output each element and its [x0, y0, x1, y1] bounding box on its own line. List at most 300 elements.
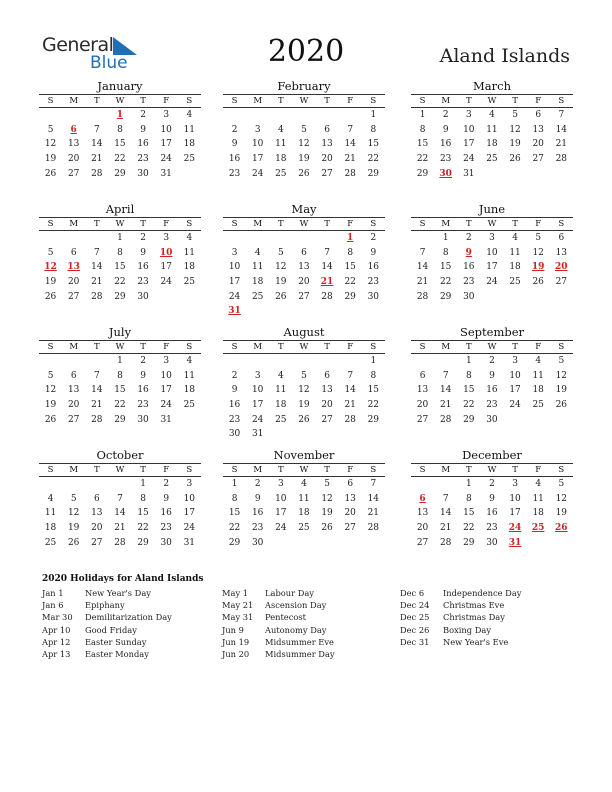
- holiday-name: New Year's Day: [85, 588, 151, 599]
- day-cell: 13: [298, 262, 310, 273]
- weekday-header: W: [487, 96, 497, 106]
- holiday-name: Christmas Day: [443, 612, 505, 623]
- day-cell: 20: [344, 508, 356, 519]
- month-september: [411, 324, 573, 427]
- day-cell: 28: [114, 537, 126, 548]
- weekday-header: T: [93, 465, 100, 475]
- week-row: [39, 383, 201, 398]
- weekday-header-row: [39, 463, 201, 477]
- day-cell: 5: [558, 356, 565, 367]
- holiday-date: Apr 12: [42, 636, 71, 647]
- weekday-header: S: [186, 219, 193, 229]
- weekday-header: T: [465, 342, 472, 352]
- day-cell: 27: [555, 277, 568, 288]
- holiday-name: Boxing Day: [443, 624, 492, 635]
- week-row: [411, 354, 573, 369]
- holiday-item: [42, 636, 172, 648]
- page-title-year: 2020: [267, 34, 345, 69]
- day-cell: 7: [442, 493, 449, 504]
- day-cell: 15: [344, 262, 356, 273]
- day-cell: 29: [367, 168, 380, 179]
- day-cell: 6: [347, 479, 354, 490]
- day-cell: 13: [416, 508, 429, 519]
- holiday-day-cell: 10: [159, 247, 173, 258]
- day-cell: 22: [228, 523, 241, 534]
- holiday-date: Jun 20: [222, 649, 250, 660]
- week-row: [223, 354, 385, 369]
- week-row: [39, 477, 201, 492]
- weekday-header: T: [324, 219, 330, 229]
- day-cell: 17: [160, 262, 172, 273]
- day-cell: 6: [324, 370, 330, 381]
- week-row: [411, 521, 573, 536]
- day-cell: 15: [439, 262, 452, 273]
- weekday-header: T: [465, 96, 472, 106]
- weekday-header: S: [231, 96, 238, 106]
- day-cell: 27: [416, 414, 429, 425]
- day-cell: 7: [558, 110, 565, 121]
- weekday-header: T: [512, 96, 518, 106]
- holiday-day-cell: 9: [465, 247, 472, 258]
- logo-general-text: General: [42, 34, 114, 56]
- weekday-header: F: [163, 96, 170, 106]
- day-cell: 18: [532, 385, 544, 396]
- holiday-date: Apr 10: [42, 624, 71, 635]
- day-cell: 13: [91, 508, 103, 519]
- day-cell: 16: [251, 508, 264, 519]
- day-cell: 4: [186, 110, 193, 121]
- day-cell: 6: [419, 370, 426, 381]
- day-cell: 24: [160, 277, 172, 288]
- day-cell: 5: [301, 124, 307, 135]
- day-cell: 26: [555, 400, 568, 411]
- day-cell: 18: [275, 400, 287, 411]
- day-cell: 30: [486, 414, 498, 425]
- page-header: [0, 0, 612, 80]
- week-row: [411, 492, 573, 507]
- weekday-header: S: [231, 465, 238, 475]
- month-november: [223, 447, 385, 550]
- day-cell: 2: [465, 233, 472, 244]
- day-cell: 23: [463, 277, 475, 288]
- day-cell: 11: [183, 247, 196, 258]
- holiday-date: May 21: [222, 600, 254, 611]
- day-cell: 11: [44, 508, 57, 519]
- holidays-title: 2020 Holidays for Aland Islands: [42, 574, 204, 584]
- day-cell: 7: [347, 124, 354, 135]
- day-cell: 18: [183, 385, 196, 396]
- day-cell: 18: [275, 154, 287, 165]
- day-cell: 26: [532, 277, 544, 288]
- month-april: [39, 201, 201, 304]
- day-cell: 24: [251, 168, 264, 179]
- weekday-header: T: [465, 465, 472, 475]
- holiday-name: New Year's Eve: [443, 636, 509, 647]
- day-cell: 4: [512, 233, 518, 244]
- day-cell: 15: [114, 262, 126, 273]
- day-cell: 11: [183, 370, 196, 381]
- day-cell: 30: [463, 291, 475, 302]
- day-cell: 5: [47, 124, 54, 135]
- day-cell: 2: [231, 124, 238, 135]
- day-cell: 10: [160, 124, 172, 135]
- day-cell: 9: [489, 493, 495, 504]
- month-name: May: [291, 202, 317, 216]
- weekday-header: T: [324, 465, 330, 475]
- month-name: February: [277, 79, 331, 93]
- week-row: [411, 398, 573, 413]
- month-name: September: [459, 325, 525, 339]
- week-row: [39, 369, 201, 384]
- holiday-item: [400, 624, 521, 636]
- holiday-date: Mar 30: [42, 612, 73, 623]
- day-cell: 12: [509, 124, 521, 135]
- weekday-header: W: [299, 219, 309, 229]
- week-row: [39, 246, 201, 261]
- day-cell: 24: [486, 277, 498, 288]
- week-row: [223, 412, 385, 427]
- day-cell: 29: [114, 291, 126, 302]
- weekday-header: T: [277, 465, 284, 475]
- day-cell: 3: [254, 370, 261, 381]
- day-cell: 21: [91, 400, 103, 411]
- week-row: [411, 275, 573, 290]
- weekday-header: M: [69, 96, 79, 106]
- day-cell: 27: [532, 154, 544, 165]
- day-cell: 14: [114, 508, 126, 519]
- day-cell: 19: [321, 508, 333, 519]
- holiday-name: Midsummer Day: [265, 649, 335, 660]
- day-cell: 7: [117, 493, 123, 504]
- day-cell: 16: [137, 385, 149, 396]
- day-cell: 27: [321, 168, 333, 179]
- day-cell: 25: [486, 154, 498, 165]
- day-cell: 11: [532, 370, 544, 381]
- day-cell: 14: [321, 262, 333, 273]
- country-name: Aland Islands: [439, 45, 570, 67]
- month-june: [411, 201, 573, 304]
- weekday-header: S: [370, 342, 377, 352]
- day-cell: 17: [275, 508, 287, 519]
- holiday-day-cell: 30: [439, 168, 452, 179]
- day-cell: 22: [367, 154, 380, 165]
- day-cell: 12: [275, 262, 287, 273]
- day-cell: 23: [228, 414, 241, 425]
- weekday-header-row: [223, 340, 385, 354]
- holiday-name: Midsummer Eve: [265, 636, 334, 647]
- day-cell: 22: [114, 154, 126, 165]
- day-cell: 8: [117, 370, 123, 381]
- day-cell: 7: [442, 370, 449, 381]
- holiday-name: Independence Day: [443, 588, 522, 599]
- day-cell: 24: [275, 523, 287, 534]
- holiday-date: Dec 6: [400, 588, 425, 599]
- holiday-name: Epiphany: [85, 600, 125, 611]
- day-cell: 28: [344, 414, 356, 425]
- weekday-header: T: [512, 219, 518, 229]
- day-cell: 2: [163, 479, 170, 490]
- weekday-header: S: [558, 96, 565, 106]
- week-row: [411, 383, 573, 398]
- weekday-header: T: [512, 465, 518, 475]
- day-cell: 29: [439, 291, 452, 302]
- holiday-date: May 31: [222, 612, 254, 623]
- day-cell: 27: [67, 414, 80, 425]
- day-cell: 15: [114, 139, 126, 150]
- weekday-header: S: [558, 342, 565, 352]
- day-cell: 13: [555, 247, 568, 258]
- holiday-item: [222, 611, 335, 623]
- day-cell: 28: [367, 523, 380, 534]
- day-cell: 25: [183, 277, 196, 288]
- weekday-header: T: [93, 96, 100, 106]
- day-cell: 25: [275, 414, 287, 425]
- day-cell: 1: [442, 233, 449, 244]
- day-cell: 29: [367, 414, 380, 425]
- day-cell: 28: [91, 168, 103, 179]
- day-cell: 12: [67, 508, 80, 519]
- week-row: [39, 354, 201, 369]
- holiday-date: Apr 13: [42, 649, 71, 660]
- day-cell: 16: [228, 154, 241, 165]
- weekday-header: S: [186, 465, 193, 475]
- day-cell: 4: [186, 356, 193, 367]
- day-cell: 9: [140, 370, 146, 381]
- day-cell: 18: [532, 508, 544, 519]
- day-cell: 24: [228, 291, 241, 302]
- day-cell: 17: [228, 277, 241, 288]
- day-cell: 30: [160, 537, 172, 548]
- holiday-day-cell: 1: [347, 233, 354, 244]
- week-row: [223, 521, 385, 536]
- week-row: [223, 492, 385, 507]
- weekday-header-row: [223, 463, 385, 477]
- day-cell: 20: [91, 523, 103, 534]
- day-cell: 5: [535, 233, 542, 244]
- week-row: [411, 412, 573, 427]
- weekday-header: M: [441, 342, 451, 352]
- week-row: [411, 289, 573, 304]
- day-cell: 28: [91, 414, 103, 425]
- day-cell: 14: [439, 508, 452, 519]
- holidays-column: [42, 587, 172, 660]
- weekday-header: T: [324, 342, 330, 352]
- day-cell: 4: [277, 370, 284, 381]
- weekday-header-row: [39, 340, 201, 354]
- holiday-item: [42, 611, 172, 623]
- day-cell: 26: [44, 414, 57, 425]
- day-cell: 16: [439, 139, 452, 150]
- day-cell: 2: [489, 356, 495, 367]
- week-row: [223, 123, 385, 138]
- month-name: July: [108, 325, 132, 339]
- day-cell: 26: [298, 414, 310, 425]
- holiday-item: [400, 599, 521, 611]
- day-cell: 7: [93, 370, 100, 381]
- week-row: [411, 260, 573, 275]
- day-cell: 25: [183, 400, 196, 411]
- day-cell: 23: [486, 400, 498, 411]
- weekday-header: M: [441, 219, 451, 229]
- day-cell: 28: [416, 291, 429, 302]
- day-cell: 15: [463, 385, 475, 396]
- day-cell: 10: [509, 370, 521, 381]
- day-cell: 19: [555, 508, 568, 519]
- weekday-header: F: [347, 342, 354, 352]
- week-row: [223, 108, 385, 123]
- day-cell: 22: [416, 154, 429, 165]
- day-cell: 6: [535, 110, 542, 121]
- day-cell: 1: [370, 110, 377, 121]
- day-cell: 15: [463, 508, 475, 519]
- day-cell: 25: [183, 154, 196, 165]
- day-cell: 30: [137, 414, 149, 425]
- day-cell: 2: [140, 356, 146, 367]
- weekday-header: M: [69, 219, 79, 229]
- day-cell: 22: [114, 400, 126, 411]
- day-cell: 9: [442, 124, 449, 135]
- month-july: [39, 324, 201, 427]
- day-cell: 16: [160, 508, 172, 519]
- holiday-date: Jun 9: [222, 624, 244, 635]
- day-cell: 11: [532, 493, 544, 504]
- holiday-date: Jun 19: [222, 636, 250, 647]
- weekday-header: F: [535, 342, 542, 352]
- day-cell: 14: [439, 385, 452, 396]
- day-cell: 31: [251, 429, 264, 440]
- day-cell: 23: [228, 168, 241, 179]
- weekday-header-row: [223, 94, 385, 108]
- week-row: [39, 398, 201, 413]
- day-cell: 12: [44, 385, 57, 396]
- holiday-name: Autonomy Day: [265, 624, 327, 635]
- weekday-header: S: [419, 342, 426, 352]
- weekday-header: F: [535, 219, 542, 229]
- day-cell: 25: [251, 291, 264, 302]
- day-cell: 14: [91, 139, 103, 150]
- weekday-header: T: [93, 342, 100, 352]
- week-row: [39, 275, 201, 290]
- weekday-header-row: [411, 463, 573, 477]
- day-cell: 2: [254, 479, 261, 490]
- day-cell: 24: [160, 154, 172, 165]
- day-cell: 20: [416, 523, 429, 534]
- day-cell: 17: [183, 508, 196, 519]
- day-cell: 16: [486, 508, 498, 519]
- day-cell: 20: [321, 400, 333, 411]
- week-row: [39, 492, 201, 507]
- day-cell: 21: [91, 154, 103, 165]
- day-cell: 28: [439, 537, 452, 548]
- week-row: [223, 275, 385, 290]
- day-cell: 1: [465, 356, 472, 367]
- day-cell: 8: [370, 370, 377, 381]
- week-row: [223, 152, 385, 167]
- week-row: [411, 152, 573, 167]
- day-cell: 7: [324, 247, 330, 258]
- day-cell: 7: [370, 479, 377, 490]
- weekday-header: T: [277, 96, 284, 106]
- holiday-date: Jan 6: [42, 600, 64, 611]
- week-row: [223, 289, 385, 304]
- day-cell: 8: [231, 493, 238, 504]
- day-cell: 14: [555, 124, 568, 135]
- holiday-item: [42, 587, 172, 599]
- weekday-header: M: [253, 96, 263, 106]
- day-cell: 16: [463, 262, 475, 273]
- holidays-list: [42, 574, 582, 660]
- holiday-date: Jan 1: [42, 588, 64, 599]
- day-cell: 12: [298, 385, 310, 396]
- weekday-header: S: [231, 219, 238, 229]
- day-cell: 19: [44, 277, 57, 288]
- day-cell: 20: [321, 154, 333, 165]
- day-cell: 19: [298, 154, 310, 165]
- day-cell: 6: [93, 493, 100, 504]
- day-cell: 17: [251, 400, 264, 411]
- day-cell: 22: [463, 400, 475, 411]
- day-cell: 13: [67, 139, 80, 150]
- day-cell: 1: [419, 110, 426, 121]
- holiday-item: [400, 587, 521, 599]
- day-cell: 21: [344, 400, 356, 411]
- day-cell: 14: [367, 493, 380, 504]
- day-cell: 26: [321, 523, 333, 534]
- weekday-header: W: [299, 342, 309, 352]
- week-row: [39, 412, 201, 427]
- day-cell: 23: [367, 277, 380, 288]
- weekday-header: W: [115, 342, 125, 352]
- day-cell: 11: [251, 262, 264, 273]
- day-cell: 17: [509, 508, 521, 519]
- day-cell: 5: [47, 370, 54, 381]
- day-cell: 23: [137, 400, 149, 411]
- week-row: [223, 477, 385, 492]
- day-cell: 29: [228, 537, 241, 548]
- day-cell: 10: [275, 493, 287, 504]
- day-cell: 29: [114, 168, 126, 179]
- week-row: [39, 152, 201, 167]
- holiday-day-cell: 31: [228, 306, 241, 317]
- day-cell: 29: [114, 414, 126, 425]
- holiday-item: [222, 636, 335, 648]
- day-cell: 21: [91, 277, 103, 288]
- weekday-header: W: [487, 342, 497, 352]
- holiday-name: Demilitarization Day: [85, 612, 172, 623]
- day-cell: 2: [231, 370, 238, 381]
- day-cell: 19: [275, 277, 287, 288]
- holiday-name: Pentecost: [265, 612, 306, 623]
- weekday-header: W: [115, 96, 125, 106]
- day-cell: 3: [489, 233, 495, 244]
- day-cell: 23: [439, 154, 452, 165]
- month-name: January: [97, 79, 143, 93]
- day-cell: 3: [512, 356, 518, 367]
- day-cell: 18: [183, 262, 196, 273]
- day-cell: 15: [114, 385, 126, 396]
- day-cell: 17: [251, 154, 264, 165]
- holiday-item: [222, 587, 335, 599]
- holiday-day-cell: 6: [70, 124, 77, 135]
- day-cell: 11: [275, 139, 287, 150]
- weekday-header: F: [347, 219, 354, 229]
- week-row: [223, 506, 385, 521]
- day-cell: 31: [463, 168, 475, 179]
- day-cell: 1: [117, 356, 123, 367]
- weekday-header: F: [163, 465, 170, 475]
- day-cell: 14: [91, 262, 103, 273]
- weekday-header-row: [411, 340, 573, 354]
